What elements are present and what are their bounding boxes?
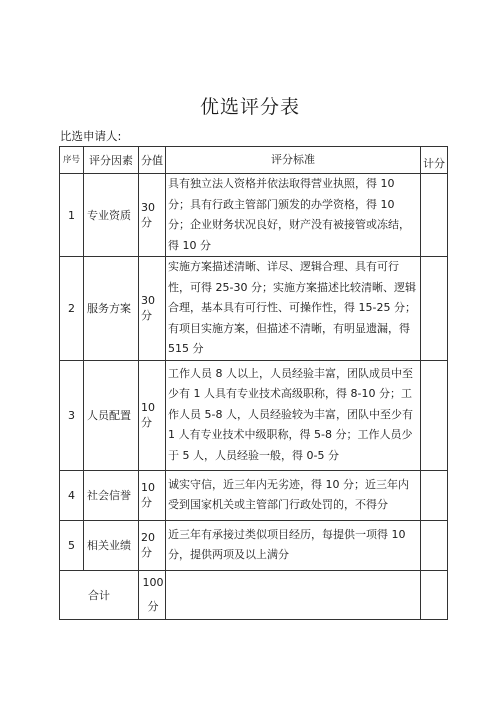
- row-criteria: 诚实守信，近三年内无劣迹，得 10 分；近三年内受到国家机关或主管部门行政处罚的，不得分: [166, 470, 421, 520]
- row-index: 2: [60, 257, 84, 361]
- row-index: 4: [60, 470, 84, 520]
- header-score: 分值: [139, 147, 166, 174]
- row-criteria: 近三年有承接过类似项目经历，每提供一项得 10 分，提供两项及以上满分: [166, 520, 421, 570]
- total-label: 合计: [60, 570, 139, 619]
- row-score: 30 分: [139, 174, 166, 257]
- row-mark-cell[interactable]: [421, 360, 448, 470]
- page-title: 优选评分表: [199, 96, 300, 118]
- row-score: 10 分: [139, 360, 166, 470]
- row-criteria: 具有独立法人资格并依法取得营业执照，得 10 分；具有行政主管部门颁发的办学资格，得 10 分；企业财务状况良好，财产没有被接管或冻结，得 10 分: [166, 174, 421, 257]
- total-criteria: [166, 570, 421, 619]
- header-criteria: 评分标准: [166, 147, 421, 174]
- row-criteria: 工作人员 8 人以上，人员经验丰富，团队成员中至少有 1 人具有专业技术高级职称，得 8-10 分；工作人员 5-8 人，人员经验较为丰富，团队中至少有 1 人有专业技术中级职称，得 5-8 分；工作人员少于 5 人，人员经验一般，得 0-5 分: [166, 360, 421, 470]
- row-score: 20 分: [139, 520, 166, 570]
- total-score: 100 分: [139, 570, 166, 619]
- table-row: [60, 174, 448, 257]
- table-row: [60, 257, 448, 361]
- table-header-row: [60, 147, 448, 174]
- row-factor: 人员配置: [84, 360, 139, 470]
- row-score: 10 分: [139, 470, 166, 520]
- row-index: 5: [60, 520, 84, 570]
- header-factor: 评分因素: [84, 147, 139, 174]
- total-mark-cell[interactable]: [421, 570, 448, 619]
- table-row: [60, 470, 448, 520]
- header-index: 序号: [60, 147, 84, 174]
- table-row: [60, 520, 448, 570]
- table-row: [60, 360, 448, 470]
- row-criteria: 实施方案描述清晰、详尽、逻辑合理、具有可行性，可得 25-30 分；实施方案描述比较清晰、逻辑合理，基本具有可行性、可操作性，得 15-25 分；有项目实施方案，但描述不清晰，有明显遗漏，得 515 分: [166, 257, 421, 361]
- row-factor: 社会信誉: [84, 470, 139, 520]
- row-index: 1: [60, 174, 84, 257]
- row-mark-cell[interactable]: [421, 174, 448, 257]
- row-factor: 专业资质: [84, 174, 139, 257]
- row-mark-cell[interactable]: [421, 257, 448, 361]
- applicant-label: 比选申请人:: [60, 129, 122, 143]
- row-factor: 相关业绩: [84, 520, 139, 570]
- row-mark-cell[interactable]: [421, 470, 448, 520]
- total-row: [60, 570, 448, 619]
- row-factor: 服务方案: [84, 257, 139, 361]
- row-score: 30 分: [139, 257, 166, 361]
- row-index: 3: [60, 360, 84, 470]
- header-mark: 计分: [421, 147, 448, 174]
- row-mark-cell[interactable]: [421, 520, 448, 570]
- scoring-table: [59, 146, 448, 620]
